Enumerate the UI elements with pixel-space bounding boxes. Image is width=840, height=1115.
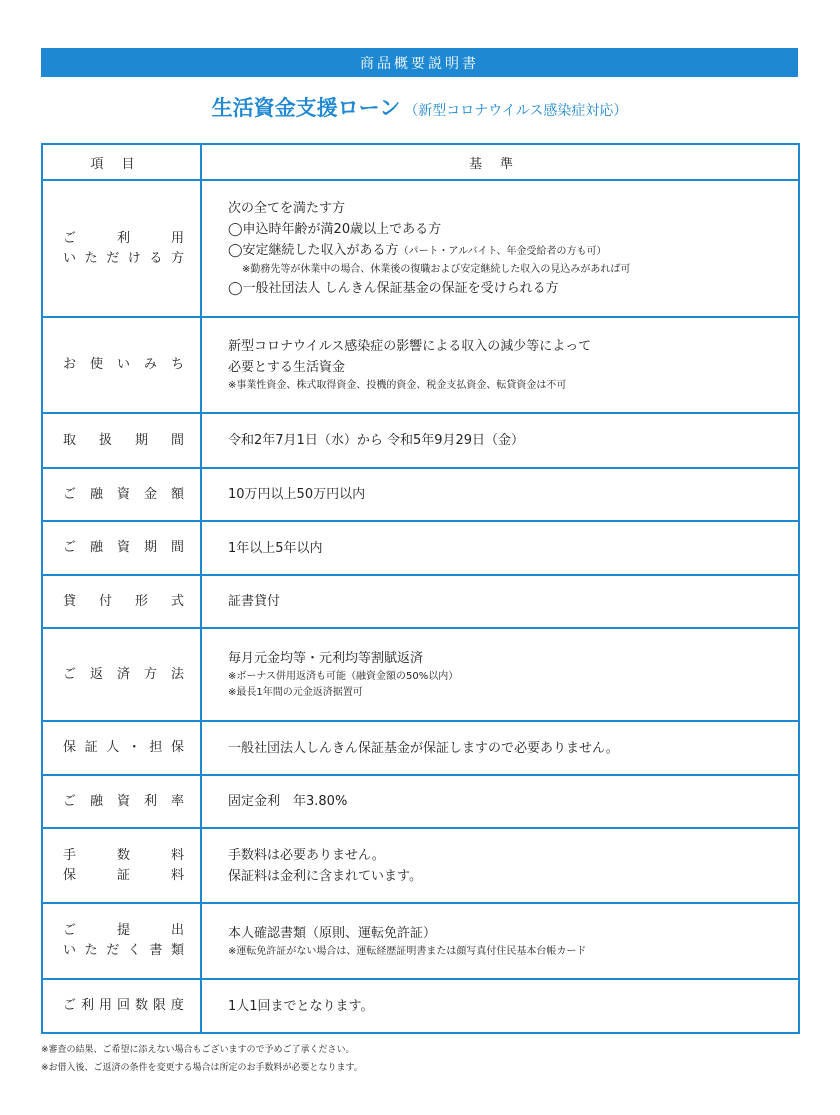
row-label: ご 融 資 利 率 — [42, 775, 201, 828]
footnote: ※お借入後、ご返済の条件を変更する場合は所定のお手数料が必要となります。 — [41, 1063, 363, 1073]
header-label: 商品概要説明書 — [360, 55, 479, 72]
row-label: 保 証 人 ・ 担 保 — [42, 721, 201, 775]
table-row — [42, 775, 799, 828]
row-label — [42, 180, 201, 317]
table-row — [42, 903, 799, 979]
row-value: 一般社団法人しんきん保証基金が保証しますので必要ありません。 — [201, 721, 799, 775]
table-row — [42, 180, 799, 317]
label-line: ご 利 用 — [63, 230, 184, 246]
table-row — [42, 628, 799, 721]
title-main: 生活資金支援ローン — [211, 96, 401, 120]
row-label: 手 数 料 保 証 料 — [42, 828, 201, 903]
footnotes — [41, 1041, 798, 1077]
row-value: 新型コロナウイルス感染症の影響による収入の減少等によって 必要とする生活資金 ※事業性資金、株式取得資金、投機的資金、税金支払資金、転貸資金は不可 — [201, 317, 799, 413]
row-label: 取 扱 期 間 — [42, 413, 201, 468]
table-row — [42, 575, 799, 628]
row-label: 貸 付 形 式 — [42, 575, 201, 628]
table-header-row — [42, 144, 799, 180]
row-value: 1人1回までとなります。 — [201, 979, 799, 1033]
table-row — [42, 721, 799, 775]
row-label: ご 提 出 い た だ く 書 類 — [42, 903, 201, 979]
row-label: ご 利 用 回 数 限 度 — [42, 979, 201, 1033]
row-value: 毎月元金均等・元利均等割賦返済 ※ボーナス併用返済も可能（融資金額の50%以内） ※最長1年間の元金返済据置可 — [201, 628, 799, 721]
row-value: 証書貸付 — [201, 575, 799, 628]
row-value: 10万円以上50万円以内 — [201, 468, 799, 521]
table-row — [42, 317, 799, 413]
row-value: 令和2年7月1日（水）から 令和5年9月29日（金） — [201, 413, 799, 468]
table-row — [42, 413, 799, 468]
header-item: 項目 — [42, 144, 201, 180]
row-label: お 使 い み ち — [42, 317, 201, 413]
row-label: ご 融 資 金 額 — [42, 468, 201, 521]
row-value: 手数料は必要ありません。 保証料は金利に含まれています。 — [201, 828, 799, 903]
row-value: 1年以上5年以内 — [201, 521, 799, 575]
table-row — [42, 468, 799, 521]
row-value: 固定金利 年3.80% — [201, 775, 799, 828]
header-bar — [41, 48, 798, 77]
page-title — [41, 92, 798, 124]
row-label: ご 融 資 期 間 — [42, 521, 201, 575]
header-standard: 基準 — [201, 144, 799, 180]
title-sub: （新型コロナウイルス感染症対応） — [404, 103, 628, 119]
footnote: ※審査の結果、ご希望に添えない場合もございますので予めご了承ください。 — [41, 1045, 355, 1055]
row-value: 本人確認書類（原則、運転免許証） ※運転免許証がない場合は、運転経歴証明書または顔写真付住民基本台帳カード — [201, 903, 799, 979]
table-row — [42, 979, 799, 1033]
table-row — [42, 828, 799, 903]
table-row — [42, 521, 799, 575]
row-label: ご 返 済 方 法 — [42, 628, 201, 721]
label-line: い た だ け る 方 — [63, 250, 184, 266]
row-value: 次の全てを満たす方 ◯申込時年齢が満20歳以上である方 ◯安定継続した収入がある方（パート・アルバイト、年金受給者の方も可） ※勤務先等が休業中の場合、休業後の復職および安定継続した収入の見込みがあれば可 ◯一般社団法人 しんきん保証基金の保証を受けられる方 — [201, 180, 799, 317]
product-summary-table — [41, 143, 800, 1034]
